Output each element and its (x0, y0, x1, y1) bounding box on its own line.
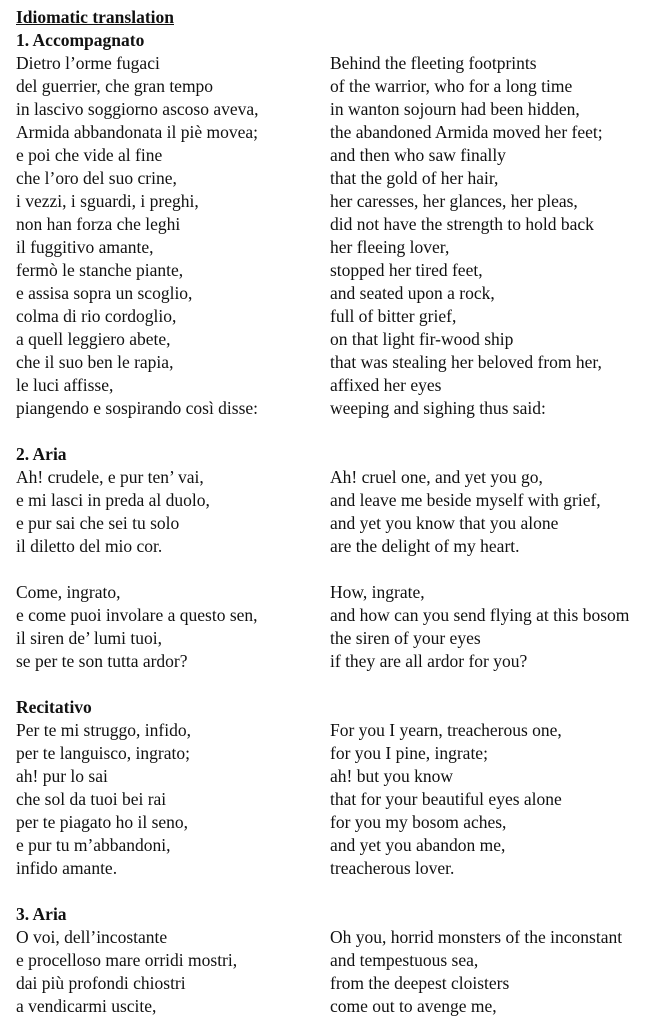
italian-text: infido amante. (16, 858, 118, 878)
verse-line (16, 397, 668, 420)
italian-text: e come puoi involare a questo sen, (16, 605, 258, 625)
verse-line (16, 282, 668, 305)
verse-line (16, 213, 668, 236)
verse-line (16, 190, 668, 213)
italian-text: dai più profondi chiostri (16, 973, 186, 993)
italian-text: le luci affisse, (16, 375, 114, 395)
section-spacer (16, 673, 668, 696)
english-text: Oh you, horrid monsters of the inconstant (330, 927, 623, 947)
english-text: and how can you send flying at this bosom (330, 605, 630, 625)
italian-text: che il suo ben le rapia, (16, 352, 174, 372)
section-heading: Recitativo (16, 697, 92, 717)
english-text: and seated upon a rock, (330, 283, 495, 303)
english-text: Ah! cruel one, and yet you go, (330, 467, 543, 487)
section (16, 443, 668, 673)
english-text: and yet you abandon me, (330, 835, 506, 855)
italian-text: il diletto del mio cor. (16, 536, 163, 556)
english-text: and yet you know that you alone (330, 513, 559, 533)
verse-line (16, 742, 668, 765)
verse-line (16, 604, 668, 627)
section (16, 696, 668, 880)
italian-text: non han forza che leghi (16, 214, 181, 234)
italian-text: a quell leggiero abete, (16, 329, 171, 349)
verse-line (16, 259, 668, 282)
italian-text: piangendo e sospirando così disse: (16, 398, 259, 418)
english-text: affixed her eyes (330, 375, 442, 395)
verse-line (16, 144, 668, 167)
verse-line (16, 489, 668, 512)
italian-text: fermò le stanche piante, (16, 260, 184, 280)
english-text: Behind the fleeting footprints (330, 53, 537, 73)
english-text: on that light fir-wood ship (330, 329, 514, 349)
english-text: her fleeing lover, (330, 237, 450, 257)
verse-line (16, 949, 668, 972)
italian-text: Armida abbandonata il piè movea; (16, 122, 259, 142)
italian-text: Ah! crudele, e pur ten’ vai, (16, 467, 204, 487)
verse-line (16, 98, 668, 121)
verse-line (16, 581, 668, 604)
verse-line (16, 857, 668, 880)
section-heading: 3. Aria (16, 904, 67, 924)
italian-text: il fuggitivo amante, (16, 237, 154, 257)
italian-text: che l’oro del suo crine, (16, 168, 177, 188)
italian-text: Per te mi struggo, infido, (16, 720, 191, 740)
english-text: the abandoned Armida moved her feet; (330, 122, 603, 142)
verse-line (16, 788, 668, 811)
italian-text: ah! pur lo sai (16, 766, 108, 786)
verse-line (16, 719, 668, 742)
italian-text: del guerrier, che gran tempo (16, 76, 214, 96)
english-text: full of bitter grief, (330, 306, 457, 326)
verse-line (16, 995, 668, 1018)
english-text: that for your beautiful eyes alone (330, 789, 562, 809)
english-text: in wanton sojourn had been hidden, (330, 99, 580, 119)
italian-text: che sol da tuoi bei rai (16, 789, 167, 809)
english-text: treacherous lover. (330, 858, 455, 878)
english-text: for you I pine, ingrate; (330, 743, 488, 763)
english-text: did not have the strength to hold back (330, 214, 594, 234)
italian-text: e procelloso mare orridi mostri, (16, 950, 238, 970)
verse-line (16, 305, 668, 328)
verse-line (16, 167, 668, 190)
english-text: For you I yearn, treacherous one, (330, 720, 562, 740)
verse-line (16, 650, 668, 673)
english-text: for you my bosom aches, (330, 812, 507, 832)
italian-text: se per te son tutta ardor? (16, 651, 188, 671)
verse-line (16, 535, 668, 558)
english-text: and leave me beside myself with grief, (330, 490, 601, 510)
italian-text: e mi lasci in preda al duolo, (16, 490, 210, 510)
english-text: and tempestuous sea, (330, 950, 479, 970)
english-text: if they are all ardor for you? (330, 651, 528, 671)
verse-line (16, 466, 668, 489)
verse-line (16, 926, 668, 949)
italian-text: i vezzi, i sguardi, i preghi, (16, 191, 199, 211)
english-text: that the gold of her hair, (330, 168, 499, 188)
italian-text: e pur tu m’abbandoni, (16, 835, 171, 855)
italian-text: per te languisco, ingrato; (16, 743, 190, 763)
italian-text: Dietro l’orme fugaci (16, 53, 160, 73)
section-spacer (16, 880, 668, 903)
italian-text: il siren de’ lumi tuoi, (16, 628, 162, 648)
verse-line (16, 75, 668, 98)
english-text: the siren of your eyes (330, 628, 481, 648)
verse-line (16, 765, 668, 788)
italian-text: per te piagato ho il seno, (16, 812, 189, 832)
section-heading: 1. Accompagnato (16, 30, 145, 50)
italian-text: e pur sai che sei tu solo (16, 513, 180, 533)
verse-line (16, 52, 668, 75)
italian-text: O voi, dell’incostante (16, 927, 168, 947)
english-text: are the delight of my heart. (330, 536, 520, 556)
verse-line (16, 328, 668, 351)
italian-text: Come, ingrato, (16, 582, 121, 602)
english-text: ah! but you know (330, 766, 453, 786)
english-text: weeping and sighing thus said: (330, 398, 546, 418)
sections-container (16, 29, 668, 1018)
verse-line (16, 972, 668, 995)
english-text: stopped her tired feet, (330, 260, 483, 280)
english-text: How, ingrate, (330, 582, 425, 602)
verse-line (16, 627, 668, 650)
english-text: come out to avenge me, (330, 996, 497, 1016)
document-title: Idiomatic translation (16, 7, 174, 27)
section (16, 903, 668, 1018)
section (16, 29, 668, 420)
italian-text: e assisa sopra un scoglio, (16, 283, 193, 303)
italian-text: a vendicarmi uscite, (16, 996, 157, 1016)
verse-line (16, 121, 668, 144)
italian-text: colma di rio cordoglio, (16, 306, 177, 326)
section-heading: 2. Aria (16, 444, 67, 464)
verse-line (16, 351, 668, 374)
verse-line (16, 834, 668, 857)
english-text: that was stealing her beloved from her, (330, 352, 602, 372)
italian-text: in lascivo soggiorno ascoso aveva, (16, 99, 259, 119)
english-text: and then who saw finally (330, 145, 506, 165)
english-text: from the deepest cloisters (330, 973, 510, 993)
verse-line (16, 374, 668, 397)
italian-text: e poi che vide al fine (16, 145, 163, 165)
section-spacer (16, 420, 668, 443)
verse-line (16, 236, 668, 259)
translation-document (16, 6, 668, 1018)
verse-line (16, 811, 668, 834)
english-text: her caresses, her glances, her pleas, (330, 191, 578, 211)
verse-line (16, 512, 668, 535)
stanza-spacer (16, 558, 668, 581)
english-text: of the warrior, who for a long time (330, 76, 573, 96)
